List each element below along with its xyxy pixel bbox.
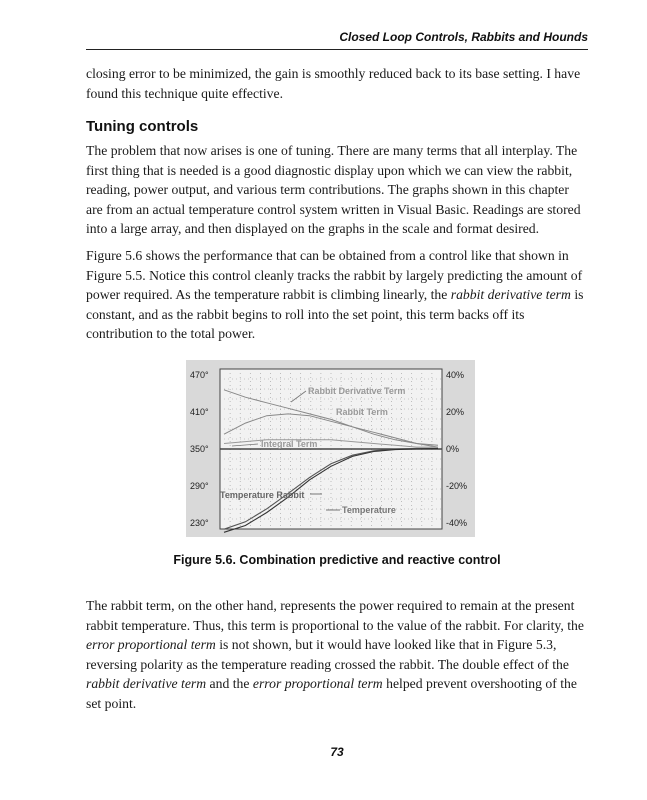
figure-caption: Figure 5.6. Combination predictive and reactive control <box>173 553 501 567</box>
right-tick-label: 40% <box>446 370 465 380</box>
label-rabbit-derivative-term: Rabbit Derivative Term <box>308 386 406 396</box>
p4-text-c: and the <box>206 676 253 691</box>
p4-emphasis-2: rabbit derivative term <box>86 676 207 691</box>
left-tick-label: 290° <box>190 481 209 491</box>
p3-emphasis: rabbit derivative term <box>450 287 571 302</box>
label-temperature-rabbit: Temperature Rabbit <box>220 490 305 500</box>
left-tick-label: 410° <box>190 407 209 417</box>
right-tick-label: 20% <box>446 407 465 417</box>
header-rule <box>86 49 588 50</box>
paragraph-3 <box>86 246 588 344</box>
p4-text-d: helped prevent overshooting of the set point. <box>86 676 577 711</box>
running-head: Closed Loop Controls, Rabbits and Hounds <box>339 30 588 44</box>
right-tick-label: -20% <box>446 481 468 491</box>
p4-text-b: is not shown, but it would have looked like that in Figure 5.3, reversing polarity as the temperature reading crossed the rabbit. The double effect of the <box>86 637 569 672</box>
label-temperature: Temperature <box>342 505 396 515</box>
paragraph-1-text: closing error to be minimized, the gain is smoothly reduced back to its base setting. I have found this technique quite effective. <box>86 66 581 101</box>
label-rabbit-term: Rabbit Term <box>336 407 388 417</box>
p4-text-a: The rabbit term, on the other hand, represents the power required to remain at the present rabbit temperature. Thus, this term is proportional to the value of the rabbit. For clarity, the <box>86 598 584 633</box>
section-heading: Tuning controls <box>86 118 199 135</box>
page-number: 73 <box>330 745 344 759</box>
right-tick-label: 0% <box>446 444 460 454</box>
figure-chart <box>186 360 475 537</box>
right-tick-label: -40% <box>446 518 468 528</box>
label-integral-term: Integral Term <box>261 439 318 449</box>
paragraph-2-text: The problem that now arises is one of tuning. There are many terms that all interplay. The first thing that is needed is a good diagnostic display upon which we can view the rabbit, reading, power output, and various term contributions. The graphs shown in this chapter are from an actual temperature control system written in Visual Basic. Readings are stored into a large array, and then displayed on the graphs in the scale and format desired. <box>86 143 581 236</box>
p4-emphasis-3: error proportional term <box>252 676 383 691</box>
left-tick-label: 230° <box>190 518 209 528</box>
left-tick-label: 350° <box>190 444 209 454</box>
paragraph-2 <box>86 141 588 239</box>
p3-text-a: Figure 5.6 shows the performance that can be obtained from a control like that shown in Figure 5.5. Notice this control cleanly tracks the rabbit by largely predicting the amount of power required. As the temperature rabbit is climbing linearly, the <box>86 248 583 302</box>
paragraph-1 <box>86 64 588 103</box>
left-tick-label: 470° <box>190 370 209 380</box>
p3-text-b: is constant, and as the rabbit begins to roll into the set point, this term backs off its contribution to the total power. <box>86 287 584 341</box>
paragraph-4 <box>86 596 588 713</box>
p4-emphasis-1: error proportional term <box>86 637 216 652</box>
